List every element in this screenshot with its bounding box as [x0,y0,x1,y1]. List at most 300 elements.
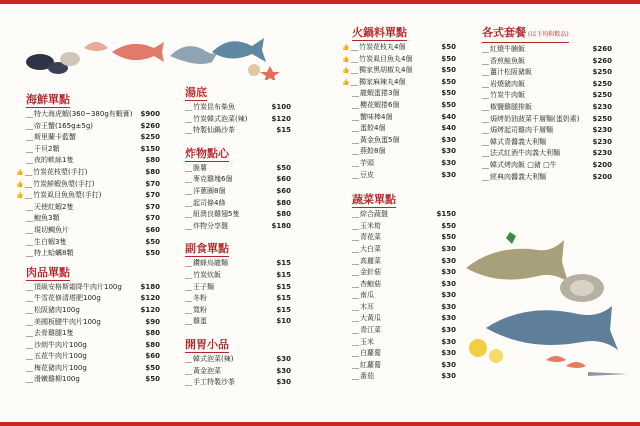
menu-item [352,313,456,325]
item-price: $30 [441,147,456,156]
item-dash: __ [26,133,33,142]
item-name: 芋頭 [360,158,374,167]
item-price: $70 [145,214,160,223]
item-dash: __ [26,237,33,246]
item-name: 麥克雞塊6個 [193,175,233,184]
item-name: 特製仙鍋沙茶 [193,126,235,135]
menu-item [26,202,160,214]
item-dash: __ [352,158,359,167]
item-name: 竹炭虱目魚丸4個 [359,54,413,63]
menu-item [352,158,456,170]
section-title: 海鮮單點 [26,93,70,106]
menu-item [352,244,456,256]
item-dash: __ [26,214,33,223]
item-name: 竹炭鮮蝦魚漿(手打) [33,179,95,188]
item-name: 頂級安格斯霜降牛肉片100g [34,282,122,291]
section-meat [26,266,160,386]
item-name: 鑽蜂烏龍麵 [193,259,228,268]
item-price: $70 [145,202,160,211]
item-price: $70 [145,179,160,188]
menu-item [185,258,291,270]
item-price: $50 [441,221,456,230]
item-name: 生白蝦3隻 [34,237,67,246]
item-price: $30 [441,337,456,346]
section-soup [185,86,291,137]
item-price: $90 [145,317,160,326]
menu-item [26,363,160,375]
item-dash: __ [25,191,32,200]
item-name: 天使紅蝦2隻 [34,202,74,211]
item-dash: __ [352,326,359,335]
item-price: $30 [441,349,456,358]
item-dash: __ [26,317,33,326]
item-dash: __ [26,340,33,349]
section-title: 蔬菜單點 [352,193,396,207]
menu-item [26,293,160,305]
menu-item [352,371,456,383]
item-name: 金針菇 [360,268,381,277]
seafood-illustration [18,18,288,80]
item-name: 玉米 [360,337,374,346]
item-dash: __ [482,114,489,123]
item-name: 韓式烤肉飯 □豬 □牛 [490,160,557,169]
item-name: 蛋餃4個 [360,124,386,133]
item-dash: __ [26,144,33,153]
menu-item [482,172,612,184]
menu-item [185,305,291,317]
menu-item [352,348,456,360]
item-name: 番茄 [360,372,374,381]
item-dash: __ [352,314,359,323]
item-price: $250 [592,79,612,88]
meat-list [26,282,160,386]
menu-item [26,328,160,340]
section-hotpot [342,26,456,181]
item-name: 竹炭昆布柴魚 [193,103,235,111]
item-name: 獨家麻辣丸4個 [359,77,406,86]
item-price: $150 [436,210,456,219]
menu-item [352,209,456,221]
section-seafood [16,93,160,260]
menu-item [26,282,160,294]
item-dash: __ [26,121,33,130]
item-price: $70 [145,191,160,200]
item-dash: __ [352,337,359,346]
item-name: 椒鹽雞腿排飯 [490,102,532,111]
red-fish-icon [112,42,164,62]
fish-plate-illustration [462,232,634,400]
item-dash: __ [352,244,359,253]
section-set [482,26,612,183]
item-price: $230 [592,149,612,158]
item-name: 寬粉 [193,305,207,314]
item-name: 紅蘿蔔 [360,360,381,369]
item-name: 龍蝦蛋捲3個 [360,89,400,98]
menu-item [352,232,456,244]
item-price: $260 [592,45,612,53]
item-dash: __ [185,103,192,111]
section-title: 開胃小品 [185,337,229,351]
item-name: 夜的軟絲1隻 [34,156,74,165]
item-price: $50 [441,54,456,63]
item-name: 竹炭韓式泡菜(辣) [193,114,248,123]
item-price: $250 [592,91,612,100]
item-dash: __ [351,54,358,63]
menu-item [482,114,612,126]
item-name: 焗烤起司雞肉千層麵 [490,126,553,135]
section-title: 炸物點心 [185,146,229,160]
menu-item [26,374,160,386]
item-dash: __ [482,126,489,135]
item-price: $60 [276,186,291,195]
item-name: 沙朗牛肉片100g [34,340,87,349]
item-price: $15 [276,270,291,279]
item-name: 竹炭虱目魚魚漿(手打) [33,191,102,200]
menu-item [26,317,160,329]
fish-icon [486,306,618,350]
menu-item [185,174,291,186]
item-price: $30 [441,170,456,179]
item-price: $50 [145,375,160,384]
item-dash: __ [352,124,359,133]
menu-item [352,88,456,100]
item-dash: __ [482,137,489,146]
seafood-list [16,109,160,260]
menu-item [482,160,612,172]
item-dash: __ [185,282,192,291]
section-title: 副食單點 [185,242,229,256]
item-name: 脆薯 [193,163,207,172]
item-name: 南瓜 [360,291,374,300]
menu-item [26,340,160,352]
item-name: 綜合蔬盤 [360,210,388,219]
item-dash: __ [352,89,359,98]
item-dash: __ [185,175,192,184]
item-dash: __ [185,198,192,207]
hotpot-list [342,42,456,181]
item-name: 黃金魚蛋5個 [360,135,400,144]
item-dash: __ [482,56,489,65]
menu-item [352,100,456,112]
fried-list [185,163,291,233]
item-dash: __ [26,249,33,258]
item-price: $260 [140,121,160,130]
item-name: 玉米筍 [360,221,381,230]
oyster-icon [60,52,80,66]
menu-item [352,146,456,158]
column-2 [185,86,291,394]
item-name: 雞蛋 [193,317,207,326]
menu-item [185,377,291,389]
item-name: 松阪豬肉100g [34,305,80,314]
menu-item [185,198,291,210]
item-price: $60 [145,352,160,361]
item-dash: __ [352,210,359,219]
menu-item [185,102,291,114]
menu-item [352,267,456,279]
menu-item [352,123,456,135]
item-dash: __ [352,147,359,156]
item-dash: __ [185,378,192,387]
item-price: $80 [145,167,160,176]
item-dash: __ [352,302,359,311]
item-dash: __ [26,305,33,314]
item-name: 青江菜 [360,326,381,335]
veg-list [352,209,456,383]
menu-item [16,179,160,191]
item-name: 白蘿蔔 [360,349,381,358]
item-name: 韓式泡菜(辣) [193,354,234,363]
menu-item [482,90,612,102]
item-price: $230 [592,137,612,146]
item-price: $15 [276,126,291,135]
menu-item [185,186,291,198]
item-name: 木耳 [360,302,374,311]
thumbs-up-icon: 👍 [342,55,350,63]
item-name: 牛雪花修清塔肥100g [34,294,101,303]
menu-item [185,270,291,282]
menu-item [482,56,612,68]
item-dash: __ [352,349,359,358]
item-dash: __ [352,291,359,300]
item-dash: __ [352,360,359,369]
fish-icon [588,372,628,376]
menu-item [482,148,612,160]
item-name: 滑嫩雞柳100g [34,375,80,384]
item-name: 冬粉 [193,294,207,303]
item-dash: __ [185,221,192,230]
item-price: $50 [441,43,456,51]
menu-item [26,144,160,156]
item-dash: __ [352,233,359,242]
bottom-border [0,422,640,426]
column-3 [342,26,456,388]
menu-item [352,135,456,147]
item-dash: __ [25,179,32,188]
item-price: $30 [441,279,456,288]
item-dash: __ [25,167,32,176]
item-dash: __ [185,163,192,172]
item-dash: __ [185,259,192,268]
item-price: $80 [145,340,160,349]
menu-item [185,163,291,175]
menu-item [185,366,291,378]
lemon-icon [469,339,487,357]
menu-item [26,237,160,249]
menu-item [185,114,291,126]
thumbs-up-icon: 👍 [16,180,24,188]
item-name: 櫻花蝦捲6個 [360,100,400,109]
menu-item [185,354,291,366]
menu-item [342,42,456,54]
item-price: $50 [441,100,456,109]
item-price: $230 [592,102,612,111]
section-title: 火鍋料單點 [352,26,407,39]
item-price: $80 [145,329,160,338]
item-price: $15 [276,305,291,314]
item-name: 梅花豬肉片100g [34,363,87,372]
item-price: $30 [441,326,456,335]
item-price: $30 [276,378,291,387]
item-price: $250 [140,133,160,142]
item-name: 薑汁松阪豬飯 [490,68,532,77]
item-name: 特上蛤蠣8顆 [34,249,74,258]
item-price: $200 [592,160,612,169]
item-name: 大黃瓜 [360,314,381,323]
item-dash: __ [26,225,33,234]
section-title: 各式套餐 (以下均附飲品) [482,26,569,42]
item-dash: __ [352,256,359,265]
menu-item [342,77,456,89]
herb-icon [506,232,516,244]
menu-item [482,44,612,56]
item-dash: __ [185,354,192,363]
item-price: $30 [441,268,456,277]
item-price: $120 [271,114,291,123]
item-dash: __ [351,77,358,86]
item-price: $15 [276,259,291,268]
item-price: $10 [276,317,291,326]
item-price: $50 [441,89,456,98]
item-dash: __ [482,149,489,158]
shell-icon [248,64,260,76]
item-price: $80 [145,156,160,165]
item-dash: __ [352,268,359,277]
menu-item [352,170,456,182]
set-list [482,44,612,183]
section-title: 肉品單點 [26,265,70,279]
menu-item [185,282,291,294]
item-price: $30 [441,244,456,253]
thumbs-up-icon: 👍 [342,44,350,51]
item-name: 香煎鮭魚飯 [490,56,525,65]
item-name: 帝王蟹(165g±5g) [34,121,94,130]
item-dash: __ [185,270,192,279]
menu-item [26,213,160,225]
item-name: 紐澳良雞翅5隻 [193,210,240,219]
section-fried [185,147,291,233]
item-price: $15 [276,294,291,303]
top-border [0,0,640,4]
item-price: $50 [145,363,160,372]
menu-item [342,65,456,77]
item-price: $50 [441,66,456,75]
item-name: 炸物分享盤 [193,221,228,230]
menu-item [352,221,456,233]
menu-item [352,325,456,337]
menu-item [26,248,160,260]
menu-item [352,256,456,268]
item-name: 王子麵 [193,282,214,291]
fish-icon [466,240,568,282]
item-price: $180 [140,282,160,291]
item-name: 竹炭花枝丸4個 [359,43,406,51]
item-price: $100 [271,103,291,111]
item-name: 紅燒牛腩飯 [490,45,525,53]
appetizer-list [185,354,291,389]
thumbs-up-icon: 👍 [342,67,350,75]
menu-item [482,79,612,91]
item-price: $30 [441,135,456,144]
item-name: 岩燒豬肉飯 [490,79,525,88]
menu-item [185,293,291,305]
menu-item [482,102,612,114]
item-name: 焗烤奶油菠菜千層麵(蛋奶素) [490,114,580,123]
menu-item [26,121,160,133]
item-dash: __ [26,329,33,338]
menu-item [26,225,160,237]
soup-list [185,102,291,137]
item-dash: __ [26,202,33,211]
item-name: 竹炭花枝漿(手打) [33,167,88,176]
item-price: $30 [441,314,456,323]
item-dash: __ [26,282,33,291]
item-name: 法式紅酒牛肉義大利麵 [490,149,560,158]
section-title: 湯底 [185,86,207,99]
item-dash: __ [26,375,33,384]
item-price: $30 [441,372,456,381]
item-name: 高麗菜 [360,256,381,265]
item-name: 鮑魚3顆 [34,214,60,223]
item-price: $30 [276,354,291,363]
item-price: $40 [441,112,456,121]
menu-item [185,316,291,328]
item-name: 經典肉醬義大利麵 [490,172,546,181]
item-dash: __ [352,372,359,381]
item-price: $900 [140,110,160,118]
item-dash: __ [351,66,358,75]
item-name: 竹炭炊飯 [193,270,221,279]
blue-fish-icon [212,38,266,62]
item-name: 美國板腱牛肉片100g [34,317,101,326]
item-name: 起司條4條 [193,198,226,207]
column-4 [482,26,612,188]
staple-list [185,258,291,328]
item-name: 杏鮑菇 [360,279,381,288]
item-dash: __ [352,170,359,179]
menu-item [26,132,160,144]
menu-item [352,112,456,124]
item-name: 手工特製沙茶 [193,378,235,387]
item-price: $30 [441,302,456,311]
menu-item [26,351,160,363]
menu-item [352,279,456,291]
fish-icon [170,46,218,64]
item-dash: __ [482,102,489,111]
lemon-icon [489,349,503,363]
item-name: 竹炭牛肉飯 [490,91,525,100]
item-price: $60 [276,175,291,184]
item-price: $180 [271,221,291,230]
item-price: $80 [276,210,291,219]
item-name: 大白菜 [360,244,381,253]
menu-item [26,305,160,317]
item-price: $40 [441,124,456,133]
item-price: $250 [592,114,612,123]
shrimp-icon [84,42,108,51]
starfish-icon [260,66,280,80]
item-dash: __ [185,186,192,195]
item-dash: __ [352,112,359,121]
item-price: $50 [145,249,160,258]
item-dash: __ [482,45,489,53]
menu-item [26,109,160,121]
item-price: $80 [276,198,291,207]
thumbs-up-icon: 👍 [342,78,350,86]
item-dash: __ [482,160,489,169]
item-dash: __ [185,294,192,303]
item-dash: __ [26,294,33,303]
